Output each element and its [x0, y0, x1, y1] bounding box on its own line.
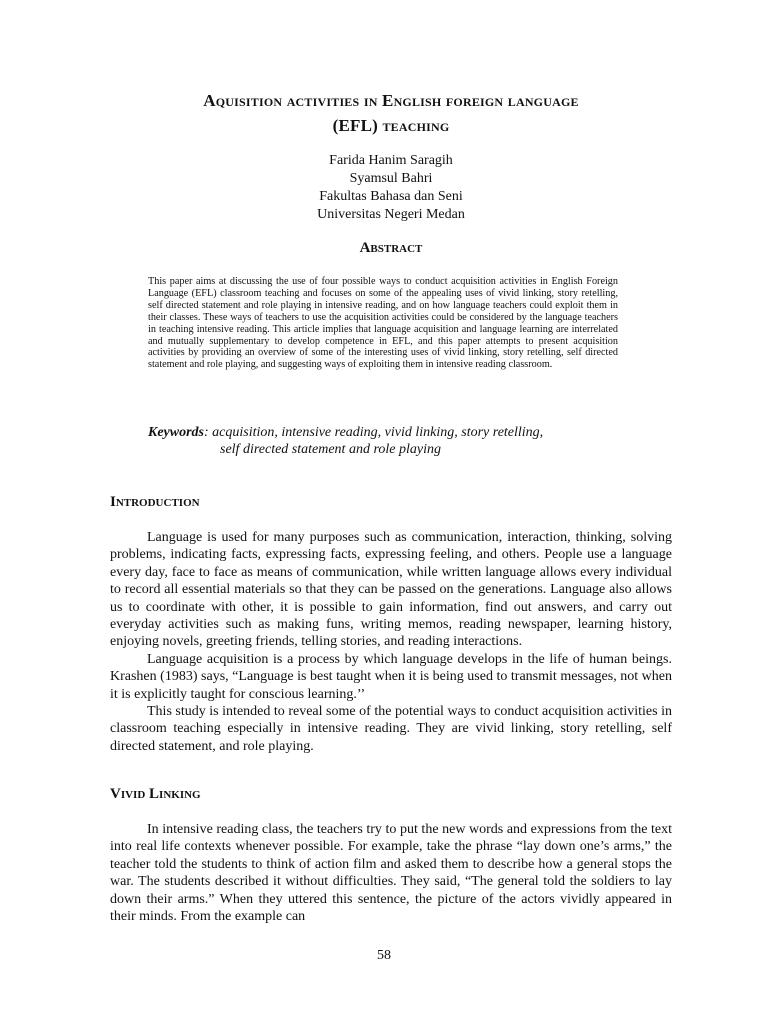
- abstract-heading: Abstract: [359, 240, 423, 256]
- introduction-paragraph: This study is intended to reveal some of the potential ways to conduct acquisition activities in classroom teaching especially in intensive reading. They are vivid linking, story retelling, self directed statement, and role playing.: [110, 704, 672, 754]
- introduction-body: [110, 529, 672, 755]
- vivid-linking-heading: Vivid Linking: [110, 786, 201, 802]
- author-university: Universitas Negeri Medan: [317, 207, 465, 222]
- author-faculty: Fakultas Bahasa dan Seni: [319, 189, 463, 204]
- vivid-linking-paragraph: In intensive reading class, the teachers try to put the new words and expressions from the text into real life contexts whenever possible. For example, take the phrase “lay down one’s arms,” the teacher told the students to think of action film and asked them to describe how a general stops the war. The students described it without difficulties. They said, “The general told the soldiers to lay down their arms.” When they uttered this sentence, the picture of the actors vividly appeared in their minds. From the example can: [110, 822, 672, 925]
- vivid-linking-body: [110, 821, 672, 925]
- keywords-line-2: self directed statement and role playing: [220, 442, 441, 457]
- author-block: [110, 152, 672, 224]
- introduction-paragraph: Language is used for many purposes such as communication, interaction, thinking, solving problems, indicating facts, expressing facts, expressing feeling, and others. People use a language every day, face to face as means of communication, while written language allows every individual to record all essential materials so that they can be passed on the generations. Language also allows us to coordinate with other, it is possible to gain information, find out answers, and carry out everyday activities such as making funs, writing memos, reading newspaper, learning history, enjoying novels, greeting friends, telling stories, and reading interactions.: [110, 530, 672, 650]
- introduction-paragraph: Language acquisition is a process by which language develops in the life of human beings. Krashen (1983) says, “Language is best taught when it is being used to transmit messages, not when it is explicitly taught for conscious learning.’’: [110, 651, 672, 702]
- author-name: Syamsul Bahri: [349, 171, 433, 186]
- keywords-label: Keywords: [148, 425, 204, 440]
- author-name: Farida Hanim Saragih: [329, 153, 453, 168]
- paper-title: [110, 88, 672, 138]
- page-number: 58: [377, 948, 391, 963]
- keywords-line-1: : acquisition, intensive reading, vivid linking, story retelling,: [204, 425, 544, 440]
- abstract-text: This paper aims at discussing the use of four possible ways to conduct acquisition activities in English Foreign Language (EFL) classroom teaching and focuses on some of the appealing uses of vivid linking, story retelling, self directed statement and role playing in intensive reading, and on how language teachers could exploit them in their classes. These ways of teachers to use the acquisition activities could be considered by the language teachers in teaching intensive reading. This article implies that language acquisition and language learning are interrelated and mutually supplementary to develop competence in EFL, and this paper attempts to present acquisition activities by providing an overview of some of the interesting uses of vivid linking, story retelling, self directed statement and role playing, and suggesting ways of exploiting them in intensive reading classroom.: [148, 276, 618, 371]
- title-line-1: Aquisition activities in English foreign language: [203, 91, 579, 110]
- introduction-heading: Introduction: [110, 494, 200, 510]
- title-line-2: (EFL) teaching: [332, 116, 450, 135]
- keywords-block: [148, 424, 648, 458]
